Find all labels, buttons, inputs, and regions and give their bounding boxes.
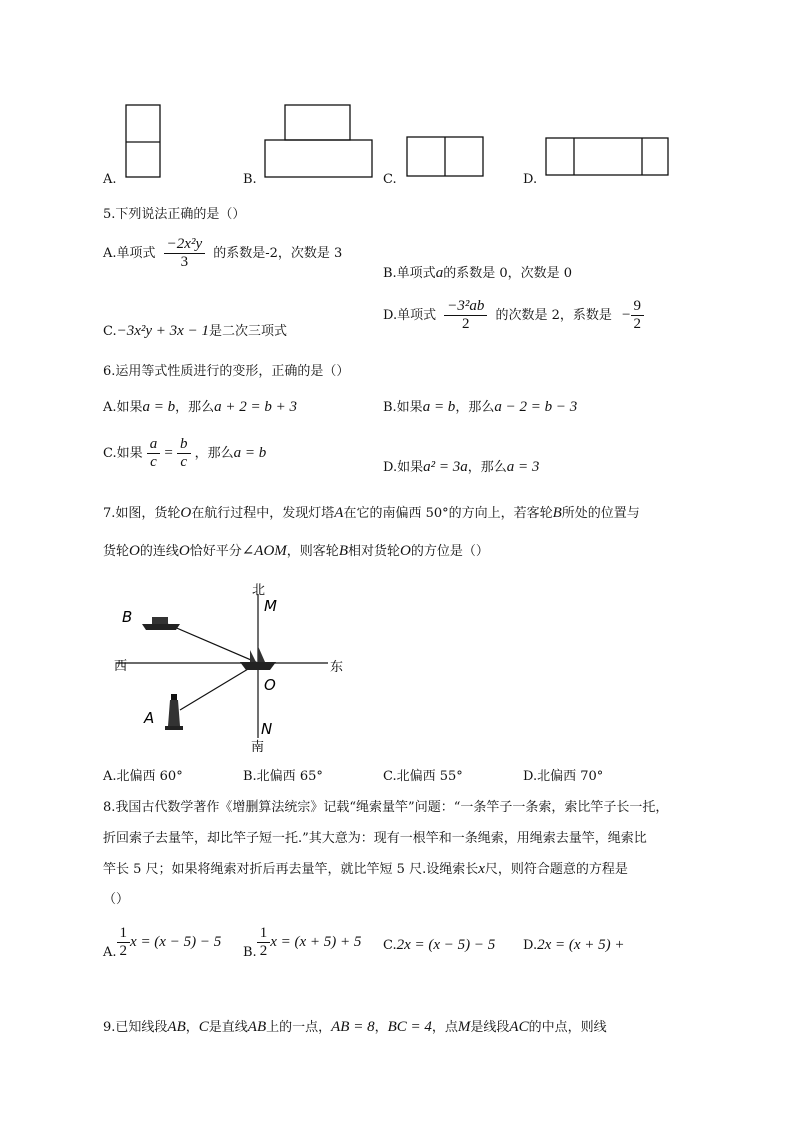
q5-a-numerator: −2x²y [164, 236, 205, 254]
passenger-ship-icon [142, 617, 180, 630]
q8-a-num: 1 [117, 925, 131, 943]
q5-d-fraction [444, 298, 487, 333]
q7-var-o: O [180, 505, 192, 521]
q5-d-mid: 的次数是 2，系数是 [495, 308, 612, 323]
q7-var-o: O [400, 543, 411, 559]
q5-c-prefix: C. [103, 324, 117, 339]
q6-option-b [383, 396, 577, 416]
q6-a-result: a + 2 = b + 3 [214, 399, 298, 415]
q7-text: 7.如图，货轮 [103, 506, 181, 521]
q9-text: 上的一点， [266, 1020, 332, 1035]
q7-text: 的连线 [139, 544, 179, 559]
q9-text: ， [185, 1020, 199, 1035]
label-north: 北 [252, 583, 266, 598]
q4-option-a-label: A. [103, 172, 117, 187]
q5-option-d [383, 298, 644, 333]
label-o: O [264, 676, 276, 694]
q9-c: C [198, 1019, 209, 1035]
label-south: 南 [251, 740, 265, 755]
q8-b-label: B. [243, 945, 257, 960]
q5-a-suffix: 的系数是-2，次数是 3 [213, 246, 343, 261]
q7-text: 恰好平分 [189, 544, 242, 559]
q7-text: ，则客轮 [286, 544, 339, 559]
q8-a-den: 2 [119, 943, 128, 959]
q8-c-label: C. [383, 938, 397, 953]
q4-option-d-figure [545, 137, 671, 179]
q5-d-coef-denominator: 2 [633, 316, 642, 332]
q4-option-d-label: D. [523, 172, 538, 187]
q6-b-mid: ，那么 [455, 400, 495, 415]
q9-text: ，点 [431, 1020, 458, 1035]
label-m: M [264, 597, 277, 615]
q7-option-d: D.北偏西 70° [523, 769, 604, 784]
q7-text: 的方位是（） [410, 544, 489, 559]
q7-text: 在航行过程中，发现灯塔 [191, 506, 335, 521]
q6-a-cond: a = b [142, 399, 176, 415]
q9-ab: AB [247, 1019, 267, 1035]
q6-c-fraction-a [147, 436, 161, 471]
q9-m: M [457, 1019, 471, 1035]
q6-c-den-a: c [150, 454, 157, 470]
q7-angle: ∠AOM [241, 543, 287, 559]
q8-line3-text: 竿长 5 尺；如果将绳索对折后再去量竿，就比竿短 5 尺.设绳索长 [103, 862, 479, 877]
q9-text: 的中点，则线 [528, 1020, 607, 1035]
q5-d-coef-sign: − [622, 307, 631, 323]
q7-line1 [103, 502, 640, 522]
q6-b-result: a − 2 = b − 3 [494, 399, 578, 415]
q5-b-var: a [435, 265, 444, 281]
q8-option-d [523, 937, 625, 954]
q4-option-c-figure [406, 136, 486, 180]
q8-d-expr: 2x = (x + 5) + [537, 937, 625, 953]
q8-a-expr: x = (x − 5) − 5 [130, 934, 222, 950]
label-west: 西 [114, 659, 128, 674]
q8-var-x: x [478, 861, 485, 877]
q6-c-num-a: a [147, 436, 161, 454]
q7-option-a: A.北偏西 60° [103, 769, 183, 784]
q5-a-prefix: A.单项式 [103, 246, 156, 261]
label-n: N [261, 720, 273, 738]
q9-text: ， [374, 1020, 388, 1035]
q6-option-d [383, 456, 539, 476]
q6-a-mid: ，那么 [175, 400, 215, 415]
q6-d-result: a = 3 [506, 459, 540, 475]
q6-b-cond: a = b [422, 399, 456, 415]
q5-d-denominator: 2 [462, 316, 470, 332]
q6-c-mid: ，那么 [194, 446, 234, 461]
q6-c-result: a = b [233, 445, 267, 461]
q5-option-c [103, 320, 287, 340]
q9-eq2: BC = 4 [387, 1019, 432, 1035]
q8-line3-text: 尺，则符合题意的方程是 [484, 862, 628, 877]
q7-var-b: B [552, 505, 562, 521]
q8-d-label: D. [523, 938, 538, 953]
q6-c-num-b: b [177, 436, 191, 454]
q9-line1 [103, 1016, 607, 1036]
q9-text: 是线段 [470, 1020, 510, 1035]
q5-option-a [103, 236, 342, 271]
lighthouse-icon [165, 694, 183, 730]
q6-stem: 6.运用等式性质进行的变形，正确的是（） [103, 364, 350, 379]
q4-option-c-label: C. [383, 172, 397, 187]
q6-d-mid: ，那么 [467, 460, 507, 475]
q5-option-b [383, 262, 572, 282]
q6-option-c [103, 436, 266, 471]
q4-option-a-figure [125, 104, 163, 180]
q6-c-eq: = [164, 445, 173, 461]
q8-c-expr: 2x = (x − 5) − 5 [396, 937, 496, 953]
q7-option-b: B.北偏西 65° [243, 769, 323, 784]
q9-ac: AC [509, 1019, 529, 1035]
q7-text: 在它的南偏西 50°的方向上，若客轮 [343, 506, 553, 521]
q7-text: 货轮 [103, 544, 130, 559]
q8-line1: 8.我国古代数学著作《增删算法统宗》记载“绳索量竿”问题：“一条竿子一条索，索比竿子长一托， [103, 800, 669, 815]
q7-var-o: O [178, 543, 190, 559]
q8-option-b [243, 925, 361, 960]
q8-line3 [103, 858, 628, 878]
q8-a-label: A. [103, 945, 117, 960]
q5-a-denominator: 3 [180, 254, 189, 270]
q9-text: 9.已知线段 [103, 1020, 168, 1035]
label-b: B [122, 608, 133, 626]
q5-c-suffix: 是二次三项式 [208, 324, 287, 339]
q7-option-c: C.北偏西 55° [383, 769, 463, 784]
q8-line4: （） [103, 892, 130, 907]
q7-text: 所处的位置与 [561, 506, 640, 521]
q6-b-prefix: B.如果 [383, 400, 423, 415]
q6-d-prefix: D.如果 [383, 460, 424, 475]
q7-compass-figure [100, 580, 360, 756]
q9-ab: AB [167, 1019, 186, 1035]
q6-d-cond: a² = 3a [423, 459, 468, 475]
q9-text: 是直线 [208, 1020, 248, 1035]
q5-d-numerator: −3²ab [444, 298, 487, 316]
q5-stem: 5.下列说法正确的是（） [103, 207, 246, 222]
q8-b-fraction [257, 925, 271, 960]
q4-option-b-label: B. [243, 172, 257, 187]
q6-c-prefix: C.如果 [103, 446, 143, 461]
q6-c-fraction-b [177, 436, 191, 471]
q6-a-prefix: A.如果 [103, 400, 143, 415]
q6-option-a [103, 396, 297, 416]
q7-var-o: O [129, 543, 140, 559]
q5-a-fraction [164, 236, 205, 271]
q5-b-prefix: B.单项式 [383, 266, 436, 281]
q6-c-den-b: c [180, 454, 188, 470]
q8-option-a [103, 925, 221, 960]
q5-b-suffix: 的系数是 0，次数是 0 [443, 266, 572, 281]
q7-var-b: B [338, 543, 348, 559]
q8-b-den: 2 [259, 943, 268, 959]
line-oa [180, 663, 258, 710]
q7-text: 相对货轮 [347, 544, 400, 559]
q5-d-coef-numerator: 9 [631, 298, 645, 316]
q8-a-fraction [117, 925, 131, 960]
q4-option-b-figure [264, 104, 376, 180]
q7-var-a: A [334, 505, 344, 521]
q8-b-num: 1 [257, 925, 271, 943]
q8-option-c [383, 937, 495, 954]
q8-line2: 折回索子去量竿，却比竿子短一托.”其大意为：现有一根竿和一条绳索，用绳索去量竿，绳索比 [103, 831, 647, 846]
q5-d-prefix: D.单项式 [383, 308, 437, 323]
q9-eq1: AB = 8 [331, 1019, 375, 1035]
q5-d-coef-fraction [631, 298, 645, 333]
label-a: A [144, 709, 155, 727]
q5-c-expr: −3x²y + 3x − 1 [116, 323, 209, 339]
label-east: 东 [330, 660, 344, 675]
q7-line2 [103, 540, 489, 560]
q8-b-expr: x = (x + 5) + 5 [270, 934, 362, 950]
